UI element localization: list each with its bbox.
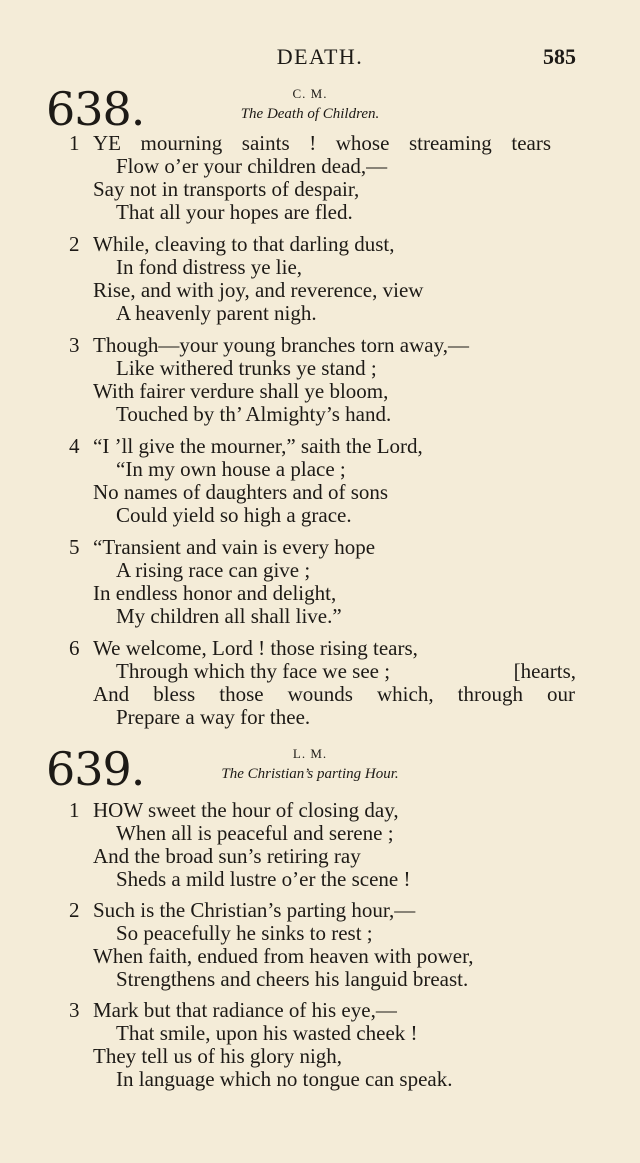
hymn-line: Sheds a mild lustre o’er the scene ! [116,867,411,891]
hymn-line: So peacefully he sinks to rest ; [116,921,373,945]
stanza-number: 2 [69,898,80,922]
hymn-line: Touched by th’ Almighty’s hand. [116,402,392,426]
hymn-line: Prepare a way for thee. [116,705,311,729]
hymn-line: When faith, endued from heaven with power, [93,944,474,968]
hymn-line: And the broad sun’s retiring ray [93,844,361,868]
hymn-line: HOW sweet the hour of closing day, [93,798,399,822]
turnover-word: [hearts, [513,659,576,683]
hymn-line: When all is peaceful and serene ; [116,821,394,845]
stanza-number: 4 [69,434,80,458]
hymn-line: And bless those wounds which, through our [93,682,575,706]
hymn-line: “In my own house a place ; [116,457,346,481]
hymn-number: 639. [46,742,145,796]
section-title: DEATH. [276,44,364,69]
hymn-line: Mark but that radiance of his eye,— [93,998,397,1022]
stanza-number: 1 [69,798,80,822]
hymn-line: That smile, upon his wasted cheek ! [116,1021,418,1045]
hymn-line: That all your hopes are fled. [116,200,353,224]
running-head [0,44,640,74]
hymn-line: A heavenly parent nigh. [116,301,317,325]
hymn-line: No names of daughters and of sons [93,480,389,504]
hymn-line: Flow o’er your children dead,— [116,154,388,178]
hymn-line: While, cleaving to that darling dust, [93,232,395,256]
hymn-line: Could yield so high a grace. [116,503,352,527]
stanza-number: 6 [69,636,80,660]
hymn-line: In endless honor and delight, [93,581,337,605]
hymn-line: They tell us of his glory nigh, [93,1044,343,1068]
hymn-number: 638. [46,82,145,136]
hymn-line: With fairer verdure shall ye bloom, [93,379,389,403]
hymn-meter: L. M. [292,746,328,761]
hymn-line: “Transient and vain is every hope [93,535,376,559]
hymn-line: In fond distress ye lie, [116,255,303,279]
hymn-line: A rising race can give ; [116,558,311,582]
hymn-line: Say not in transports of despair, [93,177,360,201]
stanza-number: 2 [69,232,80,256]
stanza-number: 5 [69,535,80,559]
hymn-subtitle: The Death of Children. [240,106,380,122]
hymn-line: In language which no tongue can speak. [116,1067,453,1091]
hymn-line: Though—your young branches torn away,— [93,333,469,357]
stanza-number: 3 [69,333,80,357]
hymn-line: Strengthens and cheers his languid breast. [116,967,469,991]
hymn-meter: C. M. [292,86,328,101]
hymn-line: Rise, and with joy, and reverence, view [93,278,424,302]
stanza-number: 3 [69,998,80,1022]
page-number: 585 [543,44,576,69]
hymn-line: My children all shall live.” [116,604,342,628]
hymn-subtitle: The Christian’s parting Hour. [221,766,399,782]
hymn-line: “I ’ll give the mourner,” saith the Lord, [93,434,423,458]
hymn-line: YE mourning saints ! whose streaming tears [93,131,551,155]
hymn-line: Through which thy face we see ; [116,659,391,683]
stanza-number: 1 [69,131,80,155]
hymn-line: We welcome, Lord ! those rising tears, [93,636,418,660]
hymn-line: Like withered trunks ye stand ; [116,356,377,380]
hymn-line: Such is the Christian’s parting hour,— [93,898,416,922]
